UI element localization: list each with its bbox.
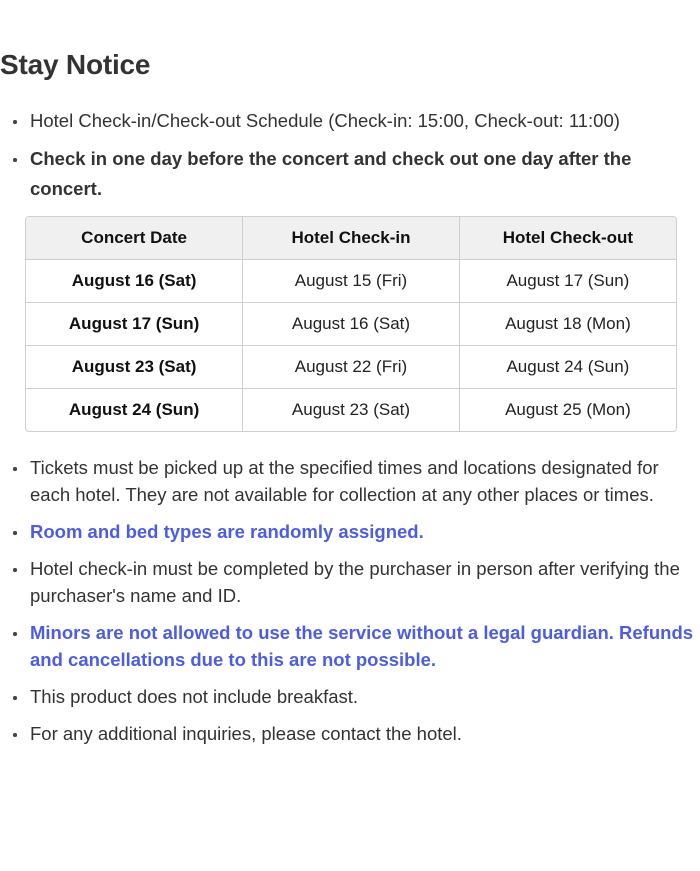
table-row	[26, 389, 676, 432]
concert-date-cell: August 24 (Sun)	[26, 389, 243, 432]
column-header-hotel-check-in: Hotel Check-in	[243, 217, 460, 260]
check-in-cell: August 23 (Sat)	[243, 389, 460, 432]
schedule-table	[26, 217, 676, 431]
table-row	[26, 260, 676, 303]
list-item-checkin-schedule: Hotel Check-in/Check-out Schedule (Check-in: 15:00, Check-out: 11:00)	[0, 107, 695, 134]
concert-date-cell: August 23 (Sat)	[26, 346, 243, 389]
list-item-inquiries: For any additional inquiries, please contact the hotel.	[0, 720, 695, 747]
column-header-concert-date: Concert Date	[26, 217, 243, 260]
list-item-breakfast: This product does not include breakfast.	[0, 683, 695, 710]
schedule-table-wrapper	[25, 216, 677, 432]
table-header-row	[26, 217, 676, 260]
page-title: Stay Notice	[0, 49, 151, 80]
table-row	[26, 346, 676, 389]
notice-list	[0, 107, 695, 747]
list-item-minors-policy: Minors are not allowed to use the service without a legal guardian. Refunds and cancellations due to this are not possible.	[0, 619, 695, 673]
check-in-cell: August 16 (Sat)	[243, 303, 460, 346]
list-item-checkin-rule: Check in one day before the concert and check out one day after the concert.	[0, 144, 695, 204]
column-header-hotel-check-out: Hotel Check-out	[459, 217, 676, 260]
check-out-cell: August 25 (Mon)	[505, 400, 631, 419]
concert-date-cell: August 16 (Sat)	[26, 260, 243, 303]
check-out-cell: August 17 (Sun)	[459, 260, 676, 303]
list-item-checkin-identity: Hotel check-in must be completed by the purchaser in person after verifying the purchaser's name and ID.	[0, 555, 695, 609]
check-out-cell: August 18 (Mon)	[459, 303, 676, 346]
check-in-cell: August 22 (Fri)	[243, 346, 460, 389]
check-in-cell: August 15 (Fri)	[243, 260, 460, 303]
check-out-cell: August 24 (Sun)	[459, 346, 676, 389]
table-row	[26, 303, 676, 346]
list-item-ticket-pickup: Tickets must be picked up at the specified times and locations designated for each hotel. They are not available for collection at any other places or times.	[0, 454, 695, 508]
list-item-room-assignment: Room and bed types are randomly assigned.	[0, 518, 695, 545]
schedule-table-container	[0, 216, 695, 432]
concert-date-cell: August 17 (Sun)	[26, 303, 243, 346]
